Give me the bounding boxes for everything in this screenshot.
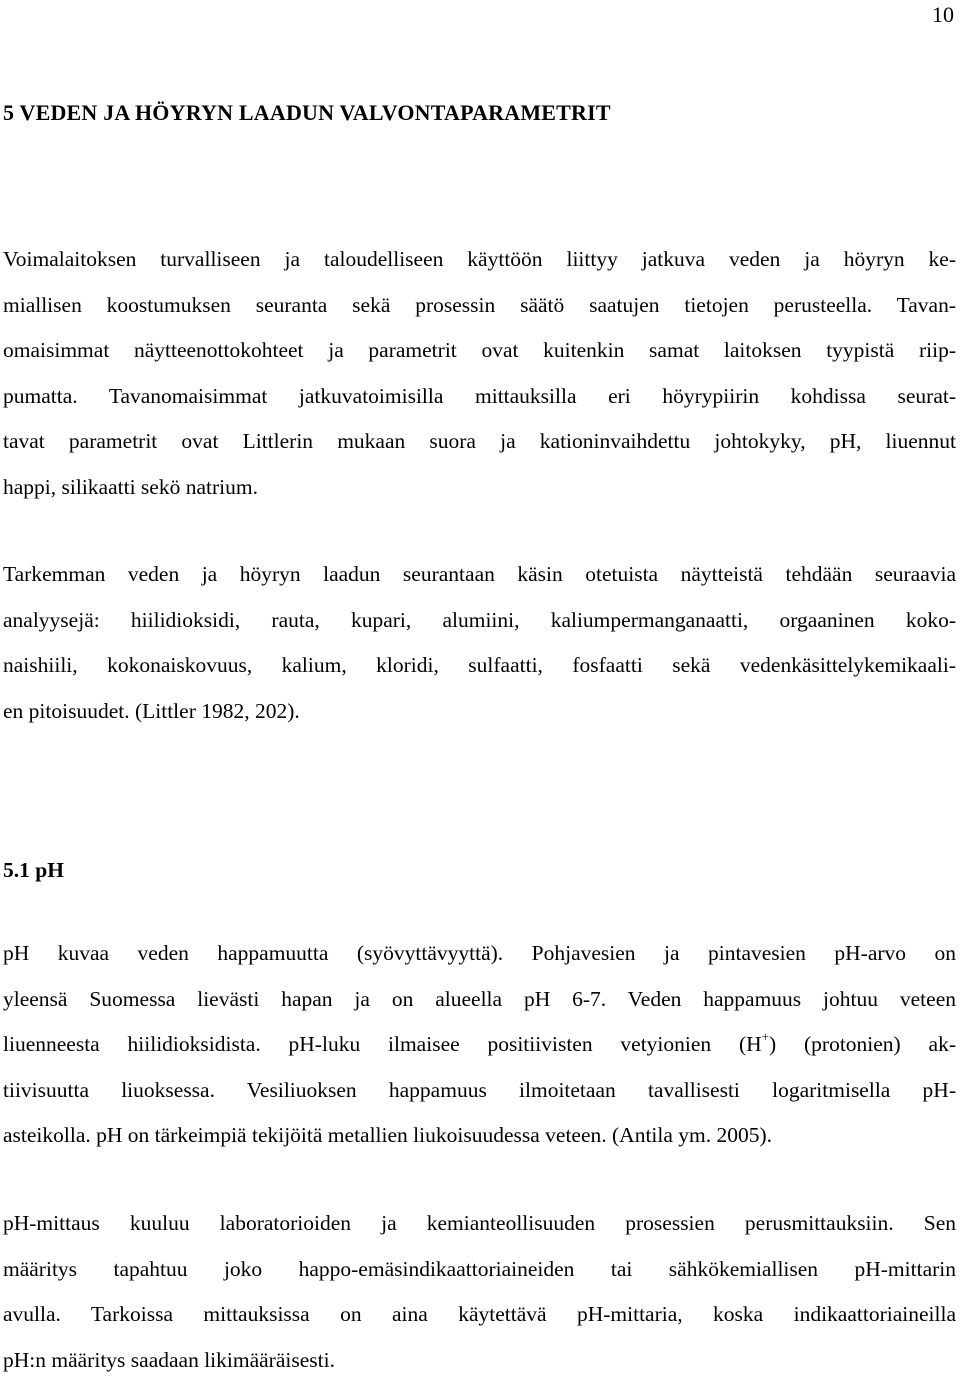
text-line: miallisen koostumuksen seuranta sekä prosessin säätö saatujen tietojen perusteella. Tavan- — [3, 292, 956, 317]
text-line: avulla. Tarkoissa mittauksissa on aina käytettävä pH-mittaria, koska indikaattoriaineilla — [3, 1302, 956, 1327]
text-line: Tarkemman veden ja höyryn laadun seurantaan käsin otetuista näytteistä tehdään seuraavia — [3, 562, 956, 586]
text-line: asteikolla. pH on tärkeimpiä tekijöitä metallien liukoisuudessa veteen. (Antila ym. 2005). — [3, 1123, 773, 1148]
text-line: määritys tapahtuu joko happo-emäsindikaattoriaineiden tai sähkökemiallisen pH-mittarin — [3, 1256, 956, 1281]
paragraph-ph-measurement — [3, 1201, 956, 1383]
text-line: happi, silikaatti sekö natrium. — [3, 474, 258, 499]
superscript-plus: + — [761, 1029, 770, 1045]
text-line: tiivisuutta liuoksessa. Vesiliuoksen happamuus ilmoitetaan tavallisesti logaritmisella pH- — [3, 1077, 956, 1102]
paragraph-monitoring — [3, 237, 956, 511]
text-line: pH-mittaus kuuluu laboratorioiden ja kemianteollisuuden prosessien perusmittauksiin. Sen — [3, 1211, 956, 1235]
text-line: pH:n määritys saadaan likimääräisesti. — [3, 1347, 335, 1372]
text-line — [3, 1022, 956, 1068]
text-line: pumatta. Tavanomaisimmat jatkuvatoimisilla mittauksilla eri höyrypiirin kohdissa seurat- — [3, 383, 956, 408]
text-line: omaisimmat näytteenottokohteet ja parametrit ovat kuitenkin samat laitoksen tyypistä riip- — [3, 338, 956, 363]
text-line: pH kuvaa veden happamuutta (syövyttävyyttä). Pohjavesien ja pintavesien pH-arvo on — [3, 941, 956, 965]
section-heading: 5.1 pH — [3, 858, 64, 882]
text-line: Voimalaitoksen turvalliseen ja taloudelliseen käyttöön liittyy jatkuva veden ja höyryn ke- — [3, 247, 956, 271]
text-line: en pitoisuudet. (Littler 1982, 202). — [3, 698, 300, 723]
text-line: yleensä Suomessa lievästi hapan ja on alueella pH 6-7. Veden happamuus johtuu veteen — [3, 986, 956, 1011]
chapter-heading: 5 VEDEN JA HÖYRYN LAADUN VALVONTAPARAMETRIT — [3, 100, 611, 125]
text-segment: liuenneesta hiilidioksidista. pH-luku ilmaisee positiivisten vetyionien (H — [3, 1032, 762, 1057]
text-segment: ) (protonien) ak- — [769, 1032, 956, 1057]
paragraph-ph-definition — [3, 931, 956, 1159]
text-line: naishiili, kokonaiskovuus, kalium, kloridi, sulfaatti, fosfaatti sekä vedenkäsittelykemikaali- — [3, 653, 956, 678]
text-line: analyysejä: hiilidioksidi, rauta, kupari, alumiini, kaliumpermanganaatti, orgaaninen koko- — [3, 607, 956, 632]
page-number: 10 — [932, 2, 954, 27]
text-line: tavat parametrit ovat Littlerin mukaan suora ja kationinvaihdettu johtokyky, pH, liuennut — [3, 429, 956, 454]
paragraph-analyses — [3, 552, 956, 734]
